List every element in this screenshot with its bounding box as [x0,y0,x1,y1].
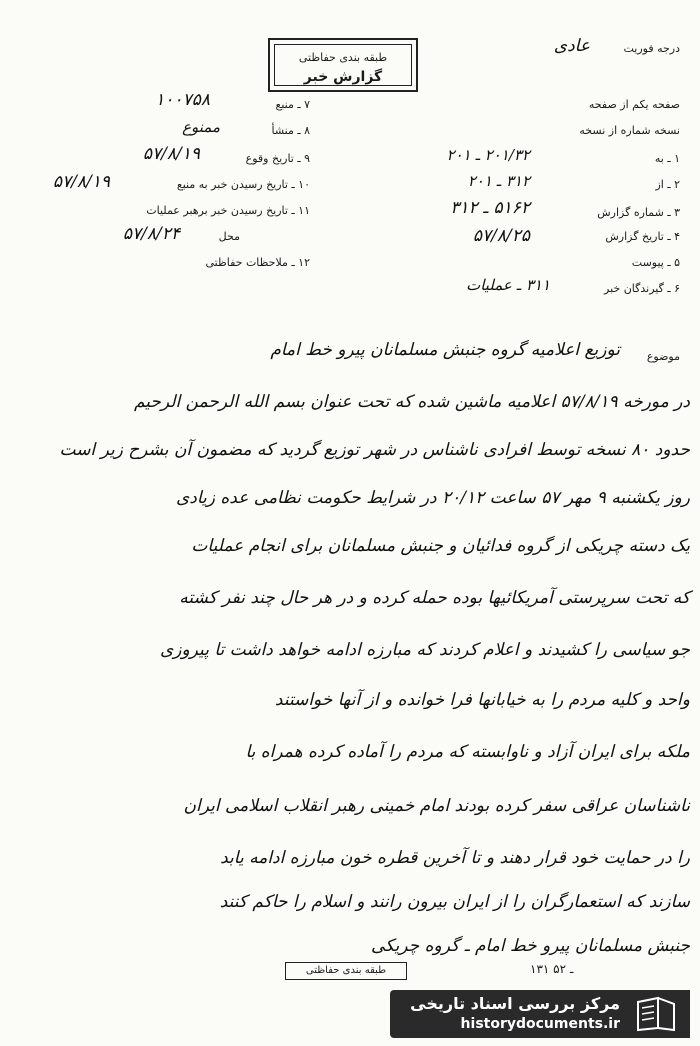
body-line: روز یکشنبه ۹ مهر ۵۷ ساعت ۲۰/۱۲ در شرایط حکومت نظامی عده زیادی [176,488,690,508]
field-occurrence-date-label: ۹ ـ تاریخ وقوع [245,152,310,165]
field-security-notes-label: ۱۲ ـ ملاحظات حفاظتی [205,256,310,269]
field-origin-label: ۸ ـ منشأ [271,124,310,137]
body-line: سازند که استعمارگران را از ایران بیرون رانند و اسلام را حاکم کنند [219,892,690,912]
body-line: جنبش مسلمانان پیرو خط امام ـ گروه چریکی [371,936,690,956]
field-from-label: ۲ ـ از [655,178,680,191]
field-source-label: ۷ ـ منبع [275,98,310,111]
subject-value: توزیع اعلامیه گروه جنبش مسلمانان پیرو خط امام [270,340,620,360]
subject-label: موضوع [646,350,680,363]
field-to-value: ۲۰۱/۳۲ ـ ۲۰۱ [446,146,530,164]
archive-url: historydocuments.ir [460,1016,620,1032]
footer-classification: طبقه بندی حفاظتی [285,962,407,980]
field-occurrence-date-value: ۵۷/۸/۱۹ [142,144,200,164]
field-origin-value: ممنوع [182,118,220,136]
urgency-value: عادی [553,36,590,56]
field-copy-label: نسخه شماره از نسخه [579,124,680,137]
report-title: گزارش خبر [303,69,383,85]
field-recipients-label: ۶ ـ گیرندگان خبر [604,282,680,295]
classification-label: طبقه بندی حفاظتی [298,51,388,64]
field-source-received-label: ۱۰ ـ تاریخ رسیدن خبر به منبع [176,178,310,191]
body-line: در مورخه ۵۷/۸/۱۹ اعلامیه ماشین شده که تحت عنوان بسم الله الرحمن الرحیم [133,392,690,412]
form-number: ۱۳۱ ـ ۵۲ [530,962,574,976]
archive-name: مرکز بررسی اسناد تاریخی [410,994,620,1013]
field-report-date-label: ۴ ـ تاریخ گزارش [605,230,680,243]
body-line: واحد و کلیه مردم را به خیابانها فرا خوانده و از آنها خواستند [274,690,690,710]
archive-logo-icon [632,994,680,1034]
body-line: ملکه برای ایران آزاد و ناوابسته که مردم را آماده کرده همراه با [245,742,690,762]
field-report-number-label: ۳ ـ شماره گزارش [597,206,680,219]
body-line: جو سیاسی را کشیدند و اعلام کردند که مبارزه ادامه خواهد داشت تا پیروزی [159,640,690,660]
field-ops-received-label: ۱۱ ـ تاریخ رسیدن خبر برهبر عملیات [146,204,310,217]
field-source-value: ۱۰۰۷۵۸ [155,90,210,110]
classification-stamp-inner [274,44,412,86]
body-line: یک دسته چریکی از گروه فدائیان و جنبش مسلمانان برای انجام عملیات [191,536,690,556]
archive-watermark [390,990,690,1038]
body-line: حدود ۸۰ نسخه توسط افرادی ناشناس در شهر توزیع گردید که مضمون آن بشرح زیر است [59,440,690,460]
body-line: که تحت سرپرستی آمریکائیها بوده حمله کرده و در هر حال چند نفر کشته [179,588,690,608]
classification-stamp [268,38,418,92]
body-line: ناشناسان عراقی سفر کرده بودند امام خمینی رهبر انقلاب اسلامی ایران [183,796,690,816]
field-location-label: محل [218,230,240,243]
field-recipients-value: ۳۱۱ ـ عملیات [466,276,550,294]
field-page-label: صفحه یکم از صفحه [588,98,680,111]
body-line: را در حمایت خود قرار دهند و تا آخرین قطره خون مبارزه ادامه یابد [220,848,690,868]
field-ops-received-value: ۵۷/۸/۲۴ [122,224,180,244]
field-from-value: ۳۱۲ ـ ۲۰۱ [467,172,530,190]
field-source-received-value: ۵۷/۸/۱۹ [52,172,110,192]
field-report-number-value: ۵۱۶۲ ـ ۳۱۲ [450,198,530,218]
field-to-label: ۱ ـ به [654,152,680,165]
urgency-label: درجه فوریت [623,42,680,55]
field-attachment-label: ۵ ـ پیوست [631,256,680,269]
field-report-date-value: ۵۷/۸/۲۵ [472,226,530,246]
